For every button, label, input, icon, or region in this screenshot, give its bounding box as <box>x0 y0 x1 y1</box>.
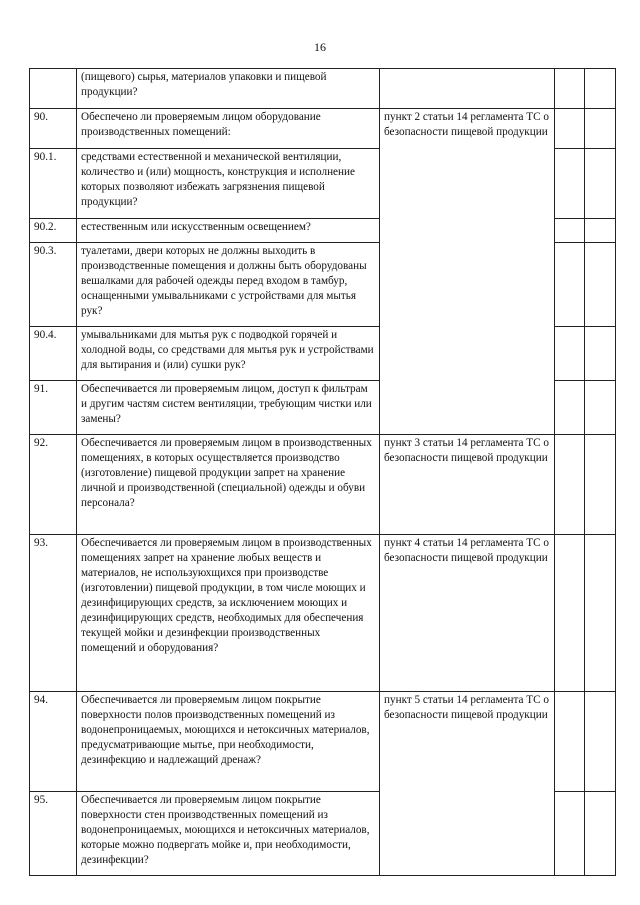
question-text: умывальниками для мытья рук с подводкой горячей и холодной воды, со средствами для мытья рук и устройствами для вытирания и (или) сушки рук? <box>77 327 380 381</box>
row-number: 95. <box>30 792 77 876</box>
question-text: средствами естественной и механической вентиляции, количество и (или) мощность, конструкция и исполнение которых позволяют избежать загрязнения пищевой продукции? <box>77 149 380 219</box>
answer-cell <box>555 219 585 243</box>
answer-cell <box>555 792 585 876</box>
note-cell <box>585 792 616 876</box>
answer-cell <box>555 435 585 535</box>
question-text: Обеспечивается ли проверяемым лицом, доступ к фильтрам и другим частям систем вентиляции, требующим чистки или замены? <box>77 381 380 435</box>
legal-reference: пункт 5 статьи 14 регламента ТС о безопасности пищевой продукции <box>380 692 555 876</box>
note-cell <box>585 149 616 219</box>
table-row <box>30 435 616 535</box>
table-row <box>30 692 616 792</box>
question-text: туалетами, двери которых не должны выходить в производственные помещения и должны быть оборудованы вешалками для рабочей одежды перед входом в тамбур, оснащенными умывальниками с устройствами для мытья рук? <box>77 243 380 327</box>
legal-reference: пункт 2 статьи 14 регламента ТС о безопасности пищевой продукции <box>380 109 555 435</box>
answer-cell <box>555 109 585 149</box>
legal-reference <box>380 69 555 109</box>
table-row <box>30 69 616 109</box>
answer-cell <box>555 327 585 381</box>
question-text: Обеспечивается ли проверяемым лицом в производственных помещениях запрет на хранение любых веществ и материалов, не используюхщихся при производстве (изготовлении) пищевой продукции, в том числе моющих и дезинфицирующих средств, за исключением моющих и дезинфицирующих средств, необходимых для обеспечения текущей мойки и дезинфекции производственных помещений и оборудования? <box>77 535 380 692</box>
row-number: 90.2. <box>30 219 77 243</box>
answer-cell <box>555 69 585 109</box>
note-cell <box>585 109 616 149</box>
row-number: 90. <box>30 109 77 149</box>
question-text: (пищевого) сырья, материалов упаковки и пищевой продукции? <box>77 69 380 109</box>
answer-cell <box>555 243 585 327</box>
checklist-table <box>29 68 616 876</box>
row-number <box>30 69 77 109</box>
note-cell <box>585 243 616 327</box>
note-cell <box>585 692 616 792</box>
row-number: 93. <box>30 535 77 692</box>
row-number: 92. <box>30 435 77 535</box>
answer-cell <box>555 149 585 219</box>
answer-cell <box>555 692 585 792</box>
question-text: Обеспечивается ли проверяемым лицом покрытие поверхности стен производственных помещений из водонепроницаемых, моющихся и нетоксичных материалов, которые можно подвергать мойке и, при необходимости, дезинфекции? <box>77 792 380 876</box>
legal-reference: пункт 4 статьи 14 регламента ТС о безопасности пищевой продукции <box>380 535 555 692</box>
row-number: 91. <box>30 381 77 435</box>
answer-cell <box>555 381 585 435</box>
answer-cell <box>555 535 585 692</box>
note-cell <box>585 435 616 535</box>
question-text: естественным или искусственным освещением? <box>77 219 380 243</box>
note-cell <box>585 381 616 435</box>
note-cell <box>585 327 616 381</box>
table-row <box>30 109 616 149</box>
question-text: Обеспечивается ли проверяемым лицом в производственных помещениях, в которых осуществляется производство (изготовление) пищевой продукции запрет на хранение личной и производственной (специальной) одежды и обуви персонала? <box>77 435 380 535</box>
row-number: 90.4. <box>30 327 77 381</box>
legal-reference: пункт 3 статьи 14 регламента ТС о безопасности пищевой продукции <box>380 435 555 535</box>
page-number: 16 <box>314 40 326 54</box>
table-row <box>30 535 616 692</box>
row-number: 90.3. <box>30 243 77 327</box>
row-number: 90.1. <box>30 149 77 219</box>
row-number: 94. <box>30 692 77 792</box>
note-cell <box>585 69 616 109</box>
question-text: Обеспечивается ли проверяемым лицом покрытие поверхности полов производственных помещений из водонепроницаемых, моющихся и нетоксичных материалов, предусматривающие мытье, при необходимости, дезинфекцию и надлежащий дренаж? <box>77 692 380 792</box>
question-text: Обеспечено ли проверяемым лицом оборудование производственных помещений: <box>77 109 380 149</box>
note-cell <box>585 219 616 243</box>
note-cell <box>585 535 616 692</box>
